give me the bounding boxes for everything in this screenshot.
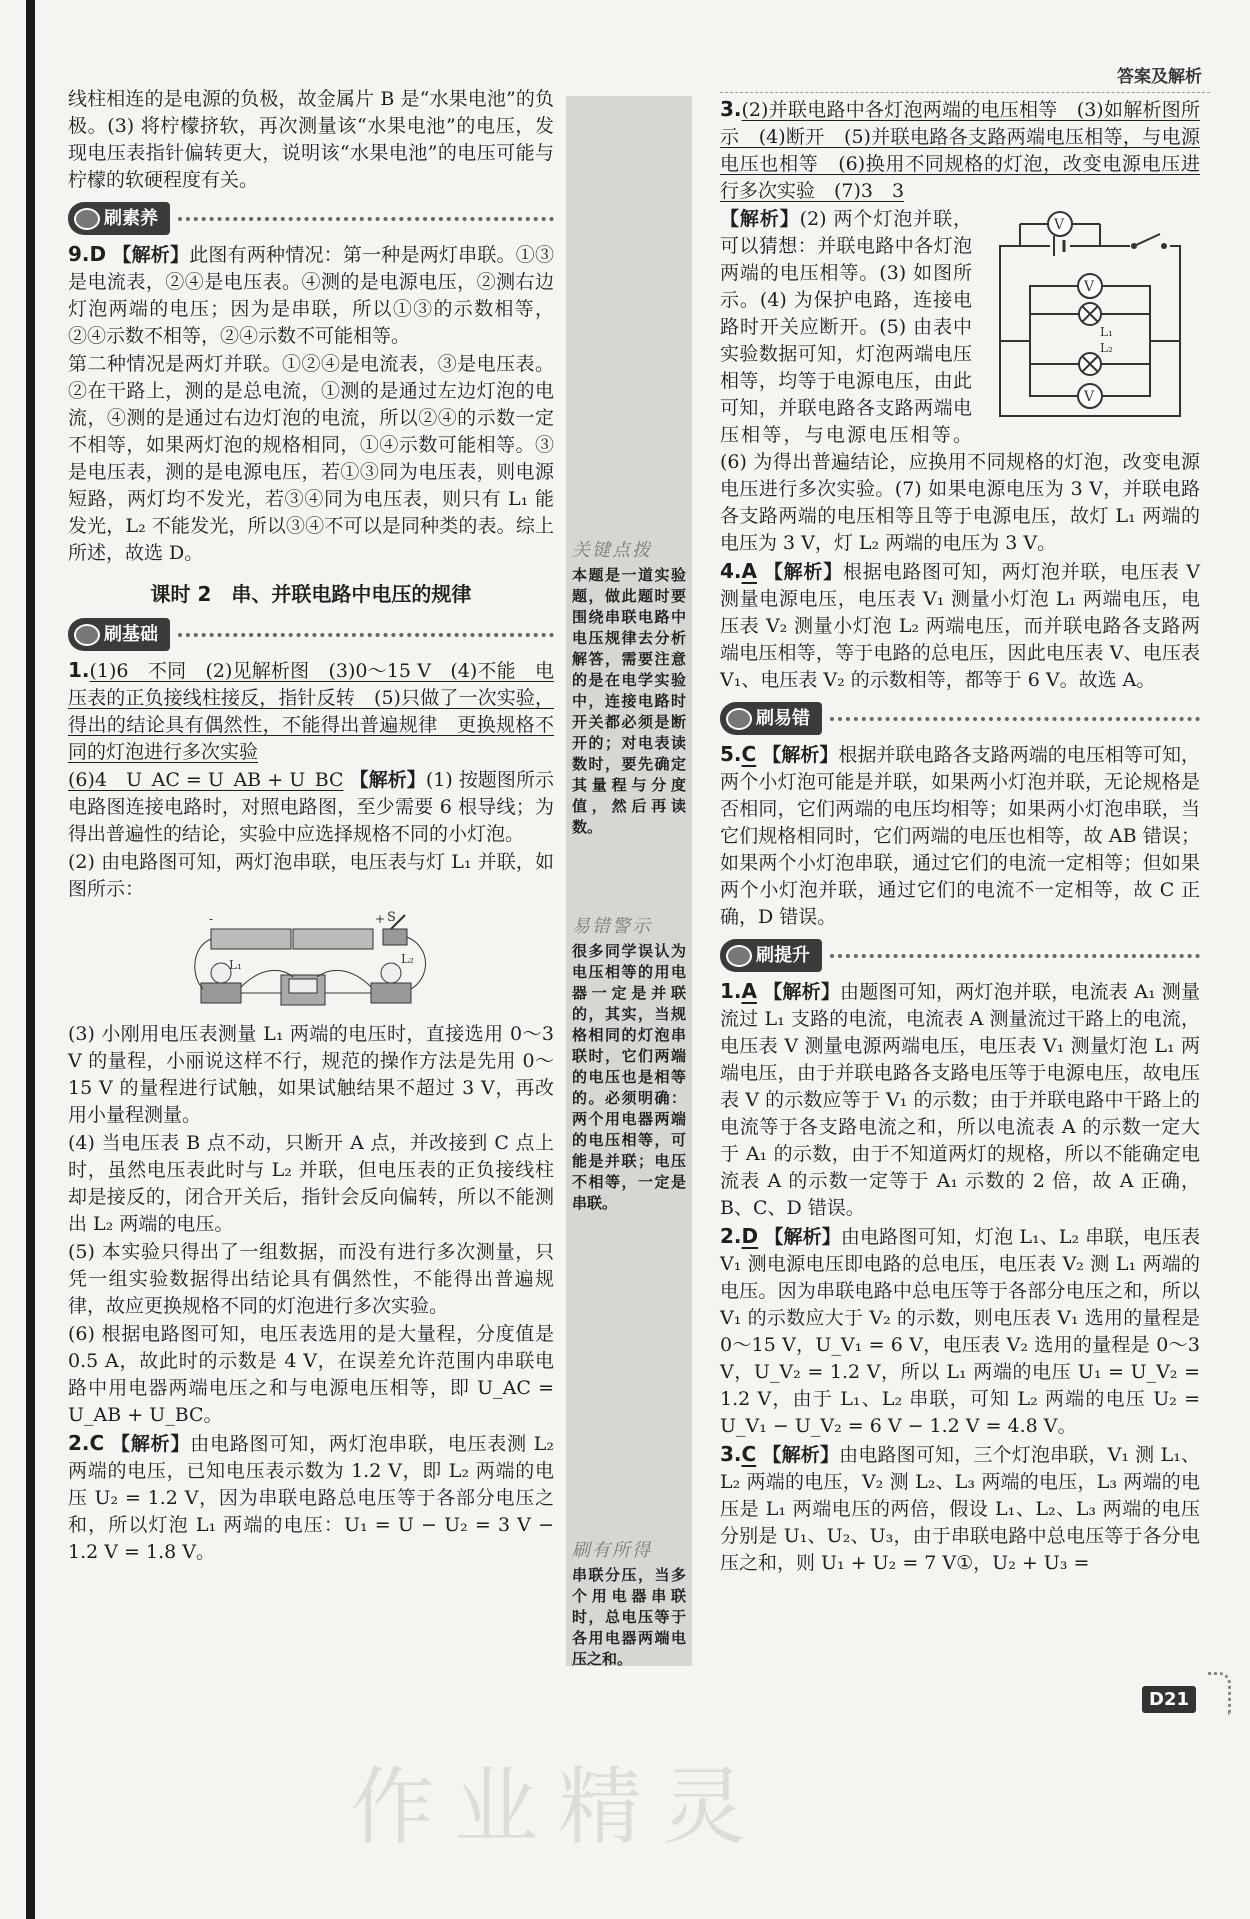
q9-paragraph-2: 第二种情况是两灯并联。①②④是电流表，③是电压表。②在干路上，测的是总电流，①测的是通过左边灯泡的电流，④测的是通过右边灯泡的电流，所以②④的示数一定不相等，如果两灯泡的规格相同，①④示数可能相等。③是电压表，测的是电源电压，若①③同为电压表，则电源短路，两灯均不发光，若③④同为电压表，则只有 L₁ 能发光，L₂ 不能发光，所以③④不可以是同种类的表。综上所述，故选 D。 (68, 353, 554, 564)
note-key-points: 关键点拨 本题是一道实验题，做此题时要围绕串联电路中电压规律去分析解答，需要注意的是在电学实验中，连接电路时开关都必须是断开的；对电表读数时，要先确定其量程与分度值，然后再读数。 (572, 540, 686, 836)
q3-analysis: 【解析】(2) 两个灯泡并联，可以猜想：并联电路中各灯泡两端的电压相等。(3) 如图所示。(4) 为保护电路，连接电路时开关应断开。(5) 由表中实验数据可知，灯泡两端电压相等，均等于电源电压，由此可知，并联电路各支路两端电压相等，与电源电压相等。(6) 为得出普遍结论，应换用不同规格的灯泡，改变电源电压进行多次实验。(7) 如果电源电压为 3 V，并联电路各支路两端的电压相等且等于电源电压，故灯 L₁ 两端的电压为 3 V，灯 L₂ 两端的电压为 3 V。 (720, 208, 1200, 554)
book-icon (74, 208, 100, 230)
header-rule (720, 92, 1210, 93)
page-corner-decoration (1208, 1672, 1231, 1715)
section-badge: 刷基础 (68, 618, 170, 651)
svg-text:V: V (1054, 217, 1065, 233)
q1-part2: (2) 由电路图可知，两灯泡串联，电压表与灯 L₁ 并联，如图所示： (68, 851, 554, 900)
q2-paragraph: 2.C 【解析】由电路图可知，两灯泡串联，电压表测 L₂ 两端的电压，已知电压表示数为 1.2 V，即 L₂ 两端的电压 U₂ = 1.2 V，因为串联电路总电压等于各部分电压之和，所以灯泡 L₁ 两端的电压：U₁ = U − U₂ = 3 V − 1.2 V = 1.8 V。 (68, 1431, 554, 1563)
section-header-tisheng (720, 939, 1200, 972)
svg-text:V: V (1084, 279, 1095, 295)
book-icon (74, 624, 100, 646)
note-takeaway: 刷有所得 串联分压，当多个用电器串联时，总电压等于各用电器两端电压之和。 (572, 1540, 686, 1668)
svg-text:S: S (387, 910, 396, 925)
svg-text:V: V (1084, 389, 1095, 405)
q4-paragraph: 4.A 【解析】根据电路图可知，两灯泡并联，电压表 V 测量电源电压，电压表 V₁ 测量小灯泡 L₁ 两端电压，电压表 V₂ 测量小灯泡 L₂ 两端电压，而并联电路各支路两端电压相等，等于电路的总电压，因此电压表 V、电压表 V₁、电压表 V₂ 的示数相等，都等于 6 V。故选 A。 (720, 559, 1200, 691)
section-header-yicuo (720, 702, 1200, 735)
section-badge: 刷素养 (68, 202, 170, 235)
page-number: D21 (1142, 1686, 1196, 1713)
p3-paragraph: 3.C 【解析】由电路图可知，三个灯泡串联，V₁ 测 L₁、L₂ 两端的电压，V₂ 测 L₂、L₃ 两端的电压，L₃ 两端的电压是 L₁ 两端电压的两倍，假设 L₁、L₂、L₃ 两端的电压分别是 U₁、U₂、U₃，由于串联电路中总电压等于各分电压之和，则 U₁ + U₂ = 7 V①，U₂ + U₃ = (720, 1442, 1200, 1574)
parallel-circuit-figure (980, 206, 1200, 426)
side-notes-background (566, 96, 692, 1666)
watermark-logo: 作业精灵 (350, 1758, 767, 1856)
p2-paragraph: 2.D 【解析】由电路图可知，灯泡 L₁、L₂ 串联，电压表 V₁ 测电源电压即电路的总电压，电压表 V₂ 测 L₁ 两端的电压。因为串联电路中总电压等于各部分电压之和，所以 V₁ 的示数应大于 V₂ 的示数，则电压表 V₁ 选用的量程是 0～15 V，U_V₁ = 6 V，电压表 V₂ 选用的量程是 0～3 V，U_V₂ = 1.2 V，所以 L₁ 两端的电压 U₁ = U_V₂ = 1.2 V，由于 L₁、L₂ 串联，可知 L₂ 两端的电压 U₂ = U_V₁ − U_V₂ = 6 V − 1.2 V = 4.8 V。 (720, 1224, 1200, 1437)
q1-part4: (4) 当电压表 B 点不动，只断开 A 点，并改接到 C 点上时，虽然电压表此时与 L₂ 并联，但电压表的正负接线柱却是接反的，闭合开关后，指针会反向偏转，所以不能测出 L₂ 两端的电压。 (68, 1132, 554, 1235)
section-badge: 刷易错 (720, 702, 822, 735)
q1-part3: (3) 小刚用电压表测量 L₁ 两端的电压时，直接选用 0～3 V 的量程，小丽说这样不行，规范的操作方法是先用 0～15 V 的量程进行试触，如果试触结果不超过 3 V，再改用小量程测量。 (68, 1023, 554, 1126)
q9-paragraph: 9.D 【解析】此图有两种情况：第一种是两灯串联。①③是电流表，②④是电压表。④测的是电源电压，②测右边灯泡两端的电压；因为是串联，所以①③的示数相等，②④示数不相等，②④示数不可能相等。 (68, 242, 554, 347)
note-common-mistake: 易错警示 很多同学误认为电压相等的用电器一定是并联的，其实，当规格相同的灯泡串联时，它们两端的电压也是相等的。必须明确：两个用电器两端的电压相等，可能是并联；电压不相等，一定是串联。 (572, 916, 686, 1212)
q3-answers: 3.(2)并联电路中各灯泡两端的电压相等 (3)如解析图所示 (4)断开 (5)并联电路各支路两端电压相等，与电源电压也相等 (6)换用不同规格的灯泡，改变电源电压进行多次实验 (7)3 3 (720, 97, 1200, 202)
left-column (68, 86, 554, 1567)
svg-text:L₂: L₂ (401, 952, 414, 966)
section-dots (830, 954, 1200, 958)
svg-text:L₂: L₂ (1100, 341, 1113, 355)
lesson-title: 课时 2 串、并联电路中电压的规律 (150, 582, 472, 606)
q1-analysis: (6)4 U_AC = U_AB + U_BC 【解析】(1) 按题图所示电路图连接电路时，对照电路图，至少需要 6 根导线；为得出普遍性的结论，实验中应选择规格不同的小灯泡。 (68, 769, 554, 845)
p1-paragraph: 1.A 【解析】由题图可知，两灯泡并联，电流表 A₁ 测量流过 L₁ 支路的电流，电流表 A 测量流过干路上的电流，电压表 V 测量电源两端电压，电压表 V₁ 测量灯泡 L₁ 两端电压，由于并联电路各支路电压等于电源电压，故电压表 V 的示数应等于 V₁ 的示数；由于并联电路中干路上的电流等于各支路电流之和，所以电流表 A 的示数一定大于 A₁ 的示数，由于不知道两灯的规格，所以不能确定电流表 A 的示数一定等于 A₁ 示数的 2 倍，故 A 正确，B、C、D 错误。 (720, 979, 1200, 1219)
section-badge: 刷提升 (720, 939, 822, 972)
series-circuit-figure (181, 907, 441, 1017)
svg-text:+: + (375, 912, 386, 926)
svg-text:-: - (209, 912, 214, 926)
page-spine (26, 0, 35, 1919)
q1-answers: 1.(1)6 不同 (2)见解析图 (3)0～15 V (4)不能 电压表的正负接线柱接反，指针反转 (5)只做了一次实验，得出的结论具有偶然性，不能得出普遍规律 更换规格不同的灯泡进行多次实验 (68, 658, 554, 763)
header-title: 答案及解析 (1117, 67, 1202, 87)
q1-part5: (5) 本实验只得出了一组数据，而没有进行多次测量，只凭一组实验数据得出结论具有偶然性，不能得出普遍规律，故应更换规格不同的灯泡进行多次实验。 (68, 1241, 554, 1317)
book-icon (726, 945, 752, 967)
section-dots (178, 633, 554, 637)
book-icon (726, 708, 752, 730)
right-column (720, 96, 1200, 1578)
intro-paragraph: 线柱相连的是电源的负极，故金属片 B 是“水果电池”的负极。(3) 将柠檬挤软，再次测量该“水果电池”的电压，发现电压表指针偏转更大，说明该“水果电池”的电压可能与柠檬的软硬程度有关。 (68, 88, 554, 191)
section-header-suyang (68, 202, 554, 235)
section-dots (830, 717, 1200, 721)
section-dots (178, 217, 554, 221)
q1-part6: (6) 根据电路图可知，电压表选用的是大量程，分度值是 0.5 A，故此时的示数是 4 V，在误差允许范围内串联电路中用电器两端电压之和与电源电压相等，即 U_AC = U_AB + U_BC。 (68, 1323, 554, 1426)
svg-text:L₁: L₁ (1100, 325, 1113, 339)
svg-text:L₁: L₁ (229, 958, 242, 972)
q5-paragraph: 5.C 【解析】根据并联电路各支路两端的电压相等可知，两个小灯泡可能是并联，如果两小灯泡并联，无论规格是否相同，它们两端的电压均相等；如果两小灯泡串联，当它们规格相同时，它们两端的电压也相等，故 AB 错误；如果两个小灯泡串联，通过它们的电流一定相等；但如果两个小灯泡并联，通过它们的电流不一定相等，故 C 正确，D 错误。 (720, 742, 1200, 928)
section-header-jichu (68, 618, 554, 651)
